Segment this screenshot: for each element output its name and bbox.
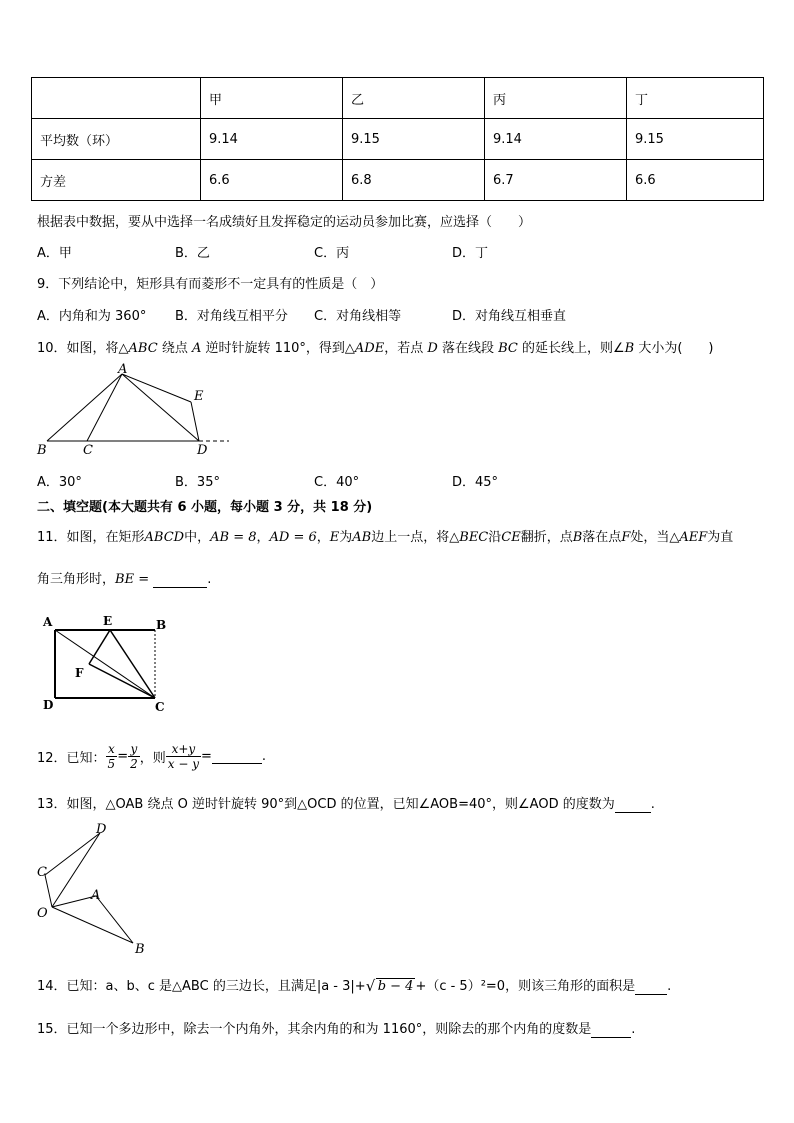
q9-option-a: A．内角和为 360° <box>37 309 147 324</box>
q9-option-b: B．对角线互相平分 <box>175 309 288 324</box>
label-e: E <box>103 614 113 628</box>
answer-blank <box>635 979 667 995</box>
q8-option-c: C．丙 <box>314 246 350 261</box>
q10-option-a: A．30° <box>37 475 82 490</box>
square-root: √ b − 4 <box>365 977 414 995</box>
answer-blank <box>615 797 651 813</box>
segment-ob <box>52 907 133 943</box>
q9-option-d: D．对角线互相垂直 <box>452 309 567 324</box>
segment-ef <box>89 630 110 664</box>
q13-figure <box>30 820 155 960</box>
table-header-cell: 甲 <box>201 78 343 119</box>
segment-ae <box>122 374 191 402</box>
table-cell: 9.15 <box>627 119 764 160</box>
label-d: D <box>96 822 107 837</box>
segment-ec <box>110 630 155 698</box>
label-b: B <box>156 618 167 632</box>
q12-stem: 12．已知： $\frac{x}{5}$ = $\frac{y}{2}$ ，则 $\frac{x+y}{x - y}$ = . <box>37 741 267 771</box>
section-heading: 二、填空题(本大题共有 6 小题，每小题 3 分，共 18 分) <box>37 500 373 515</box>
table-cell: 9.15 <box>343 119 485 160</box>
label-a: A <box>43 615 53 629</box>
segment-cd <box>45 833 100 875</box>
q10-option-c: C．40° <box>314 475 360 490</box>
table-cell: 平均数（环） <box>32 119 201 160</box>
q15-stem: 15．已知一个多边形中，除去一个内角外，其余内角的和为 1160°，则除去的那个内角的度数是 . <box>37 1022 636 1037</box>
table-row <box>32 160 764 201</box>
label-c: C <box>83 443 93 458</box>
label-f: F <box>75 666 84 680</box>
label-b: B <box>37 443 47 458</box>
q11-stem-line2: 角三角形时，BE = . <box>37 572 212 587</box>
q8-stem: 根据表中数据，要从中选择一名成绩好且发挥稳定的运动员参加比赛，应选择（ ） <box>37 215 532 230</box>
table-header-cell <box>32 78 201 119</box>
table-cell: 9.14 <box>485 119 627 160</box>
label-d: D <box>43 698 54 712</box>
table-header-cell: 丙 <box>485 78 627 119</box>
segment-ab <box>96 896 133 943</box>
answer-blank <box>153 572 207 588</box>
score-table <box>31 77 764 201</box>
q10-figure <box>34 362 234 458</box>
q14-stem: 14．已知：a、b、c 是△ABC 的三边长，且满足|a - 3|+ √ b − 4 +（c - 5）²=0，则该三角形的面积是 . <box>37 977 672 995</box>
label-a: A <box>91 888 101 903</box>
table-cell: 6.6 <box>627 160 764 201</box>
q11-figure <box>40 614 175 714</box>
label-a: A <box>118 362 128 377</box>
label-e: E <box>194 389 204 404</box>
q11-stem-line1: 11．如图，在矩形ABCD中，AB = 8，AD = 6，E为AB边上一点，将△BEC沿CE翻折，点B落在点F处，当△AEF为直 <box>37 530 734 545</box>
q9-option-c: C．对角线相等 <box>314 309 402 324</box>
label-c: C <box>155 700 165 714</box>
table-cell: 6.7 <box>485 160 627 201</box>
q8-option-a: A．甲 <box>37 246 72 261</box>
table-cell: 方差 <box>32 160 201 201</box>
table-cell: 9.14 <box>201 119 343 160</box>
table-cell: 6.8 <box>343 160 485 201</box>
fraction: $\frac{x+y}{x - y}$ <box>167 741 199 771</box>
label-o: O <box>37 906 48 921</box>
segment-ac <box>55 630 155 698</box>
q10-option-b: B．35° <box>175 475 220 490</box>
label-d: D <box>197 443 208 458</box>
q13-stem: 13．如图，△OAB 绕点 O 逆时针旋转 90°到△OCD 的位置，已知∠AOB=40°，则∠AOD 的度数为 . <box>37 797 655 812</box>
table-row <box>32 119 764 160</box>
segment-ab <box>47 374 122 441</box>
label-b: B <box>135 942 145 957</box>
fraction: $\frac{y}{2}$ <box>130 741 138 771</box>
q9-stem: 9．下列结论中，矩形具有而菱形不一定具有的性质是（ ） <box>37 277 384 292</box>
answer-blank <box>591 1022 631 1038</box>
q10-stem: 10．如图，将△ABC 绕点 A 逆时针旋转 110°，得到△ADE，若点 D 落在线段 BC 的延长线上，则∠B 大小为( ) <box>37 341 714 356</box>
table-header-cell: 丁 <box>627 78 764 119</box>
q8-option-d: D．丁 <box>452 246 489 261</box>
table-cell: 6.6 <box>201 160 343 201</box>
table-header-cell: 乙 <box>343 78 485 119</box>
label-c: C <box>37 865 47 880</box>
answer-blank <box>212 748 262 764</box>
segment-ad <box>122 374 199 441</box>
q10-option-d: D．45° <box>452 475 499 490</box>
q8-option-b: B．乙 <box>175 246 210 261</box>
segment-fc <box>89 664 155 698</box>
table-header-row <box>32 78 764 119</box>
fraction: $\frac{x}{5}$ <box>107 741 116 771</box>
segment-ac <box>87 374 122 441</box>
